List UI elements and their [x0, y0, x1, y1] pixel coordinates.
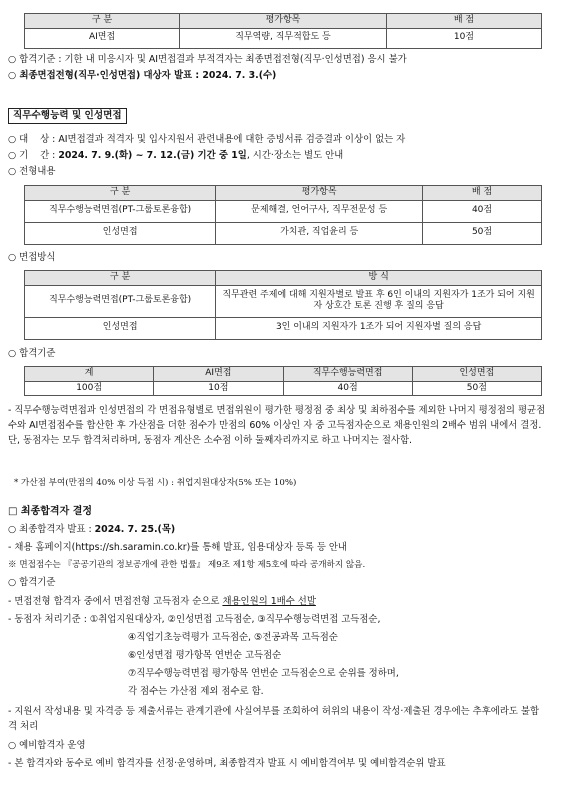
table-header-cell: AI면접 [154, 367, 283, 382]
period-dates: 2024. 7. 9.(화) ~ 7. 12.(금) 기간 중 1일 [58, 150, 247, 161]
final-announce-label: ○ 최종합격자 발표 : [8, 524, 95, 535]
final-criteria-underline: 채용인원의 1배수 선발 [222, 596, 316, 607]
target-text: AI면접결과 적격자 및 입사지원서 관련내용에 대한 증빙서류 검증결과 이상이 없는 자 [58, 134, 406, 145]
table-cell: 인성면접 [25, 317, 216, 339]
final-criteria-text: - 면접전형 합격자 중에서 면접전형 고득점자 순으로 [8, 596, 223, 607]
table-cell: 50점 [423, 222, 542, 244]
section-title: 직무수행능력 및 인성면접 [8, 108, 127, 124]
period-label: ○ 기 간 : [8, 150, 56, 161]
table-header-cell: 구 분 [25, 14, 180, 29]
tie-rule-5: 각 점수는 가산점 제외 점수로 함. [128, 686, 264, 697]
target-label: ○ 대 상 : [8, 134, 56, 145]
tie-rule-2: ④직업기초능력평가 고득점순, ⑤전공과목 고득점순 [128, 632, 338, 643]
table-header-cell: 방 식 [216, 271, 542, 286]
table-header-row [25, 367, 542, 382]
ai-interview-table [24, 13, 542, 49]
criteria-text: - 직무수행능력면접과 인성면접의 각 면접유형별로 면접위원이 평가한 평정점 중 최상 및 최하점수를 제외한 나머지 평정점의 평균점수와 AI면접점수를 합산한 후 가산점을 더한 점수가 만점의 60% 이상인 자 중 고득점자순으로 채용인원의 2배수 범위 내에서 결정. 단, 동점자는 모두 합격처리하며, 동점자 계산은 소수점 이하 둘째자리까지로 하고 나머지는 절사함. [8, 405, 546, 447]
method-title: ○ 면접방식 [8, 252, 56, 263]
table-cell: 10점 [386, 28, 541, 48]
period-rest: , 시간·장소는 별도 안내 [246, 150, 344, 161]
reserve-title: ○ 예비합격자 운영 [8, 740, 86, 751]
table-header-cell: 평가항목 [180, 14, 387, 29]
table-header-cell: 배 점 [386, 14, 541, 29]
tie-rule-4: ⑦직무수행능력면접 평가항목 연번순 고득점순으로 순위를 정하며, [128, 668, 399, 679]
table-header-row [25, 186, 542, 201]
score-table [24, 366, 542, 396]
final-title: □ 최종합격자 결정 [8, 506, 93, 517]
table-header-cell: 직무수행능력면접 [283, 367, 412, 382]
table-cell: 직무역량, 직무적합도 등 [180, 28, 387, 48]
table-cell: 가치관, 직업윤리 등 [216, 222, 423, 244]
process-table [24, 185, 542, 245]
pass-criteria-line: ○ 합격기준 : 기한 내 미응시자 및 AI면접결과 부적격자는 최종면접전형(직무·인성면접) 응시 불가 [8, 54, 407, 65]
table-row [25, 381, 542, 396]
period-line [8, 150, 343, 162]
announce-line: ○ 최종면접전형(직무·인성면접) 대상자 발표 : 2024. 7. 3.(수) [8, 70, 277, 81]
table-cell: 직무수행능력면접(PT-그룹토론융합) [25, 285, 216, 317]
table-header-row [25, 14, 542, 29]
table-cell: 10점 [154, 381, 283, 396]
table-row [25, 200, 542, 222]
table-header-cell: 구 분 [25, 271, 216, 286]
table-cell: 50점 [412, 381, 541, 396]
table-row [25, 285, 542, 317]
method-table [24, 270, 542, 340]
table-cell: AI면접 [25, 28, 180, 48]
table-cell: 직무수행능력면접(PT-그룹토론융합) [25, 200, 216, 222]
tie-rule-3: ⑥인성면접 평가항목 연번순 고득점순 [128, 650, 282, 661]
false-docs-text: - 지원서 작성내용 및 자격증 등 제출서류는 관계기관에 사실여부를 조회하여 허위의 내용이 작성·제출된 경우에는 추후에라도 불합격 처리 [8, 706, 540, 732]
table-row [25, 28, 542, 48]
table-header-cell: 배 점 [423, 186, 542, 201]
table-cell: 40점 [283, 381, 412, 396]
process-title: ○ 전형내용 [8, 166, 56, 177]
final-announce [8, 524, 175, 536]
table-cell: 직무관련 주제에 대해 지원자별로 발표 후 6인 이내의 지원자가 1조가 되어 지원자 상호간 토론 진행 후 질의 응답 [216, 285, 542, 317]
table-row [25, 317, 542, 339]
table-cell: 100점 [25, 381, 154, 396]
table-header-cell: 평가항목 [216, 186, 423, 201]
table-cell: 3인 이내의 지원자가 1조가 되어 지원자별 질의 응답 [216, 317, 542, 339]
final-criteria-title: ○ 합격기준 [8, 577, 56, 588]
final-criteria-1 [8, 596, 316, 608]
final-announce-date: 2024. 7. 25.(목) [94, 524, 176, 535]
table-header-cell: 계 [25, 367, 154, 382]
table-cell: 40점 [423, 200, 542, 222]
tie-rule-1: - 동점자 처리기준 : ①취업지원대상자, ②인성면접 고득점순, ③직무수행능력면접 고득점순, [8, 614, 381, 625]
bonus-note: * 가산점 부여(만점의 40% 이상 득점 시) : 취업지원대상자(5% 또는 10%) [14, 478, 297, 488]
final-web: - 채용 홈페이지(https://sh.saramin.co.kr)를 통해 발표, 임용대상자 등록 등 안내 [8, 542, 347, 553]
table-cell: 인성면접 [25, 222, 216, 244]
table-cell: 문제해결, 언어구사, 직무전문성 등 [216, 200, 423, 222]
table-header-cell: 인성면접 [412, 367, 541, 382]
criteria-title: ○ 합격기준 [8, 348, 56, 359]
table-row [25, 222, 542, 244]
reserve-text: - 본 합격자와 동수로 예비 합격자를 선정·운영하며, 최종합격자 발표 시 예비합격여부 및 예비합격순위 발표 [8, 758, 446, 769]
table-header-cell: 구 분 [25, 186, 216, 201]
final-note: ※ 면접점수는 『공공기관의 정보공개에 관한 법률』 제9조 제1항 제5호에 따라 공개하지 않음. [8, 560, 366, 570]
target-line [8, 134, 405, 146]
table-header-row [25, 271, 542, 286]
